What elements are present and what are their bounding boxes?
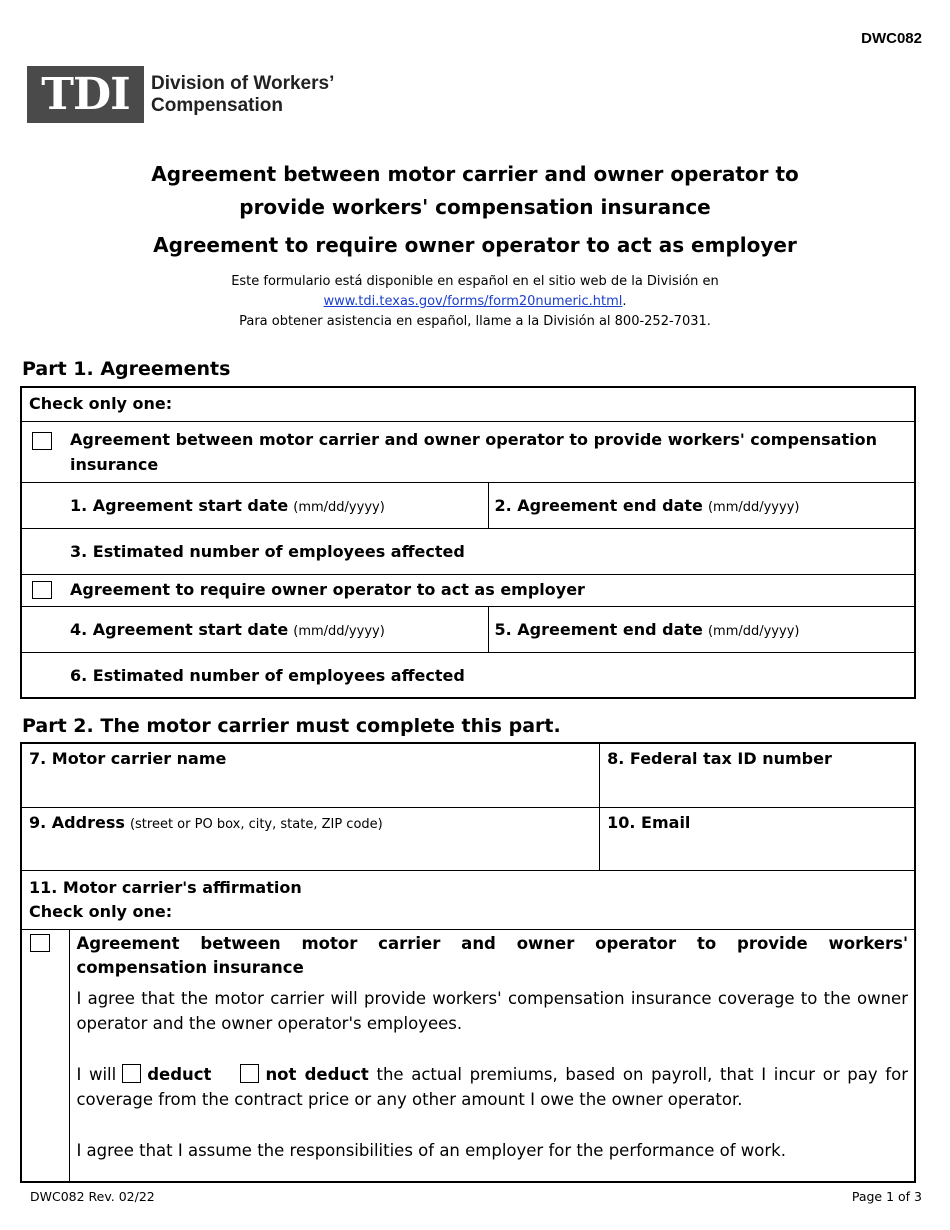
- field2-hint: (mm/dd/yyyy): [707, 499, 800, 515]
- logo-line1: Division of Workers’: [151, 72, 335, 94]
- field4-label: 4. Agreement start date: [70, 619, 289, 639]
- spanish-forms-link[interactable]: www.tdi.texas.gov/forms/form20numeric.html: [323, 294, 623, 309]
- tdi-logo: [27, 66, 334, 123]
- estimated-employees-3[interactable]: [21, 528, 915, 574]
- affirmation-p2-suffix: the actual premiums, based on payroll, that I incur or pay for coverage from the contract price or any other amount I owe the owner operator.: [76, 1064, 908, 1109]
- field9-hint: (street or PO box, city, state, ZIP code): [129, 816, 383, 832]
- part1-heading: Part 1. Agreements: [22, 358, 231, 380]
- federal-tax-id-8[interactable]: [600, 743, 915, 807]
- estimated-employees-6[interactable]: [21, 652, 915, 698]
- spanish-line1: Este formulario está disponible en español en el sitio web de la División en: [231, 274, 719, 289]
- part2-heading: Part 2. The motor carrier must complete this part.: [22, 715, 561, 737]
- affirmation-checkbox-cell[interactable]: [21, 929, 70, 1182]
- part1-table: [20, 386, 916, 699]
- spanish-notice: [0, 272, 950, 332]
- field7-label: 7. Motor carrier name: [29, 749, 227, 768]
- email-10[interactable]: [600, 807, 915, 870]
- field5-hint: (mm/dd/yyyy): [707, 623, 800, 639]
- affirmation-body: [70, 929, 915, 1182]
- checkbox-provide-insurance[interactable]: [32, 432, 52, 450]
- field3-label: 3. Estimated number of employees affected: [70, 541, 465, 561]
- logo-text: [151, 73, 334, 117]
- footer-page-number: Page 1 of 3: [851, 1189, 922, 1204]
- checkbox-affirmation-provide-insurance[interactable]: [30, 934, 50, 952]
- field5-label: 5. Agreement end date: [494, 619, 703, 639]
- footer-revision: DWC082 Rev. 02/22: [30, 1189, 155, 1204]
- field4-hint: (mm/dd/yyyy): [293, 623, 385, 639]
- spanish-link-suffix: .: [622, 294, 627, 309]
- affirmation-paragraph-2: [76, 1062, 908, 1112]
- agreement-start-date-1[interactable]: [21, 482, 488, 528]
- part1-check-only-one: Check only one:: [21, 387, 915, 421]
- field6-label: 6. Estimated number of employees affected: [70, 665, 465, 685]
- field1-hint: (mm/dd/yyyy): [293, 499, 385, 515]
- logo-line2: Compensation: [151, 94, 283, 116]
- affirmation-paragraph-3: I agree that I assume the responsibilities of an employer for the performance of work.: [76, 1140, 786, 1160]
- affirmation-11-header: [21, 870, 915, 929]
- spanish-line2: [0, 292, 950, 312]
- checkbox-act-as-employer[interactable]: [32, 581, 52, 599]
- motor-carrier-name-7[interactable]: [21, 743, 600, 807]
- form-id: DWC082: [861, 30, 922, 47]
- not-deduct-label: not deduct: [265, 1064, 369, 1084]
- field10-label: 10. Email: [607, 812, 691, 832]
- spanish-line3: Para obtener asistencia en español, llame a la División al 800-252-7031.: [239, 314, 711, 329]
- affirmation-p2-prefix: I will: [76, 1064, 117, 1084]
- field2-label: 2. Agreement end date: [494, 495, 703, 515]
- part2-table: [20, 742, 916, 1183]
- secondary-title: Agreement to require owner operator to act as employer: [153, 233, 797, 257]
- field1-label: 1. Agreement start date: [70, 495, 289, 515]
- agreement-end-date-5[interactable]: [488, 606, 915, 652]
- affirmation-title: Agreement between motor carrier and owner operator to provide workers' compensation insurance: [76, 933, 908, 977]
- option-act-as-employer[interactable]: [21, 574, 915, 606]
- option-provide-insurance[interactable]: [21, 421, 915, 482]
- main-title-line1: Agreement between motor carrier and owner operator to: [151, 162, 799, 186]
- field8-label: 8. Federal tax ID number: [607, 749, 832, 768]
- address-9[interactable]: [21, 807, 600, 870]
- field9-label: 9. Address: [29, 812, 125, 832]
- checkbox-not-deduct[interactable]: [240, 1064, 259, 1083]
- main-title-line2: provide workers' compensation insurance: [239, 195, 711, 219]
- option-provide-insurance-label: Agreement between motor carrier and owner operator to provide workers' compensation insurance: [70, 429, 877, 474]
- part2-check-only-one: Check only one:: [29, 901, 173, 921]
- deduct-label: deduct: [147, 1064, 212, 1084]
- logo-mark: TDI: [27, 66, 144, 123]
- title-block: [0, 158, 950, 332]
- agreement-end-date-2[interactable]: [488, 482, 915, 528]
- main-title: [0, 158, 950, 224]
- option-act-as-employer-label: Agreement to require owner operator to act as employer: [70, 579, 585, 599]
- agreement-start-date-4[interactable]: [21, 606, 488, 652]
- checkbox-deduct[interactable]: [122, 1064, 141, 1083]
- field11-label: 11. Motor carrier's affirmation: [29, 877, 302, 897]
- affirmation-paragraph-1: I agree that the motor carrier will provide workers' compensation insurance coverage to the owner operator and the owner operator's employees.: [76, 988, 908, 1033]
